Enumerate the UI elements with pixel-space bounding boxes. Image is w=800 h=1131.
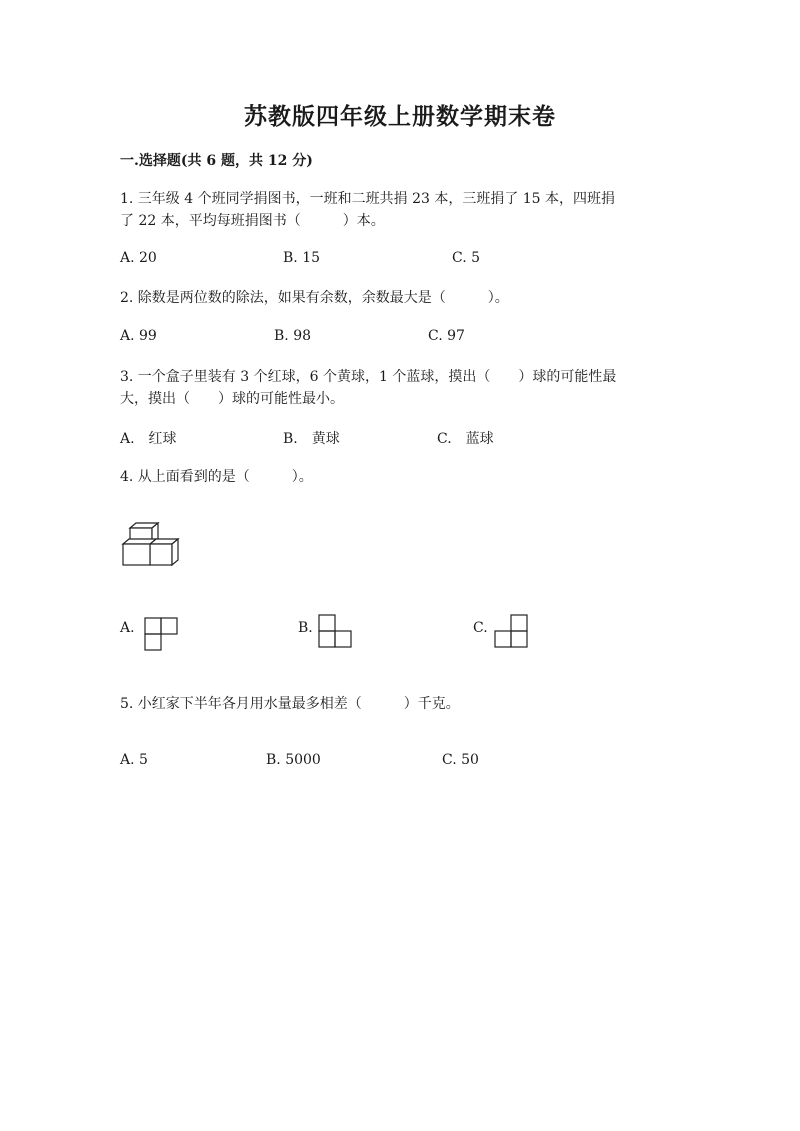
question-2-line-1: 2. 除数是两位数的除法，如果有余数，余数最大是（ ）。 (120, 290, 509, 306)
question-4-option-c: C. (473, 620, 488, 636)
question-3-line-2: 大，摸出（ ）球的可能性最小。 (120, 391, 344, 407)
option-a-view-figure (144, 617, 178, 650)
question-2-option-a: A. 99 (120, 328, 157, 344)
cube-stack-figure (120, 520, 182, 570)
question-3-line-1: 3. 一个盒子里装有 3 个红球，6 个黄球，1 个蓝球，摸出（ ）球的可能性最 (120, 369, 617, 385)
question-4-option-a: A. (120, 620, 135, 636)
question-4 (120, 466, 313, 488)
question-3-option-a: A. 红球 (120, 431, 177, 447)
question-1-option-a: A. 20 (120, 250, 157, 266)
question-5-option-c: C. 50 (442, 752, 479, 768)
question-4-line-1: 4. 从上面看到的是（ ）。 (120, 469, 313, 485)
question-3 (120, 366, 616, 410)
question-3-option-b: B. 黄球 (283, 431, 340, 447)
question-2-option-c: C. 97 (428, 328, 465, 344)
question-1-line-2: 了 22 本，平均每班捐图书（ ）本。 (120, 213, 385, 229)
question-1-option-b: B. 15 (283, 250, 321, 266)
question-1-option-c: C. 5 (452, 250, 481, 266)
option-b-view-figure (318, 614, 352, 648)
section-heading: 一.选择题(共 6 题，共 12 分) (120, 153, 313, 169)
question-3-option-c: C. 蓝球 (437, 431, 494, 447)
question-4-option-b: B. (298, 620, 313, 636)
question-1 (120, 188, 615, 232)
question-2-option-b: B. 98 (274, 328, 312, 344)
page-title: 苏教版四年级上册数学期末卷 (244, 103, 556, 130)
question-5-option-a: A. 5 (120, 752, 148, 768)
question-1-line-1: 1. 三年级 4 个班同学捐图书，一班和二班共捐 23 本，三班捐了 15 本，四班捐 (120, 191, 616, 207)
question-2 (120, 287, 509, 309)
question-5-option-b: B. 5000 (266, 752, 321, 768)
question-5-line-1: 5. 小红家下半年各月用水量最多相差（ ）千克。 (120, 696, 460, 712)
question-5 (120, 693, 460, 715)
option-c-view-figure (494, 614, 528, 648)
